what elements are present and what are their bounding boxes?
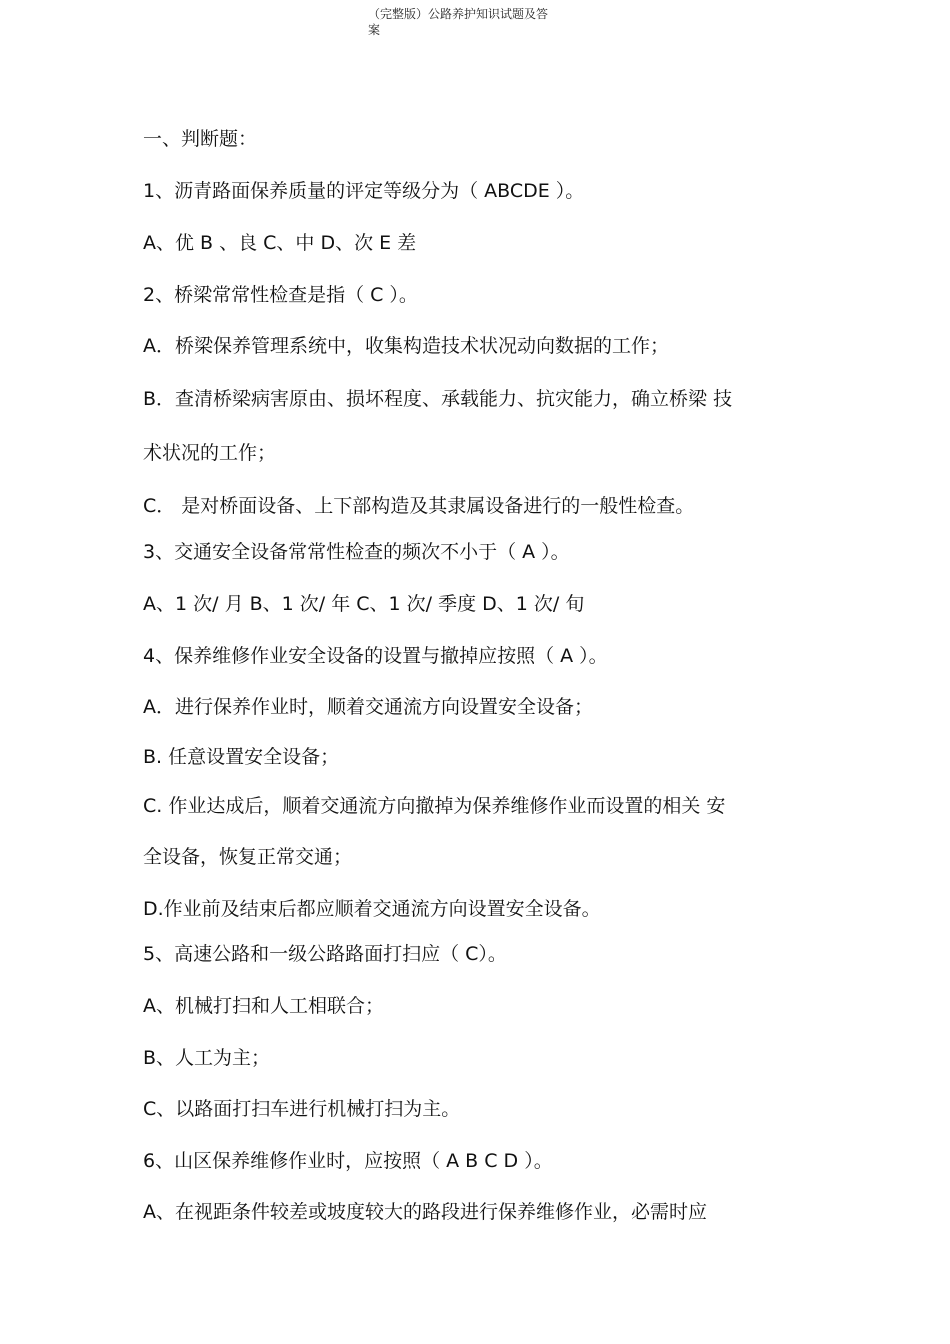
- question-5-option-a: A、机械打扫和人工相联合；: [143, 995, 384, 1017]
- question-3: 3、交通安全设备常常性检查的频次不小于（ A ）。: [143, 541, 570, 563]
- question-4-option-b: B. 任意设置安全设备；: [143, 746, 340, 768]
- question-5: 5、高速公路和一级公路路面打扫应（ C）。: [143, 943, 507, 965]
- question-4-option-a: A．进行保养作业时，顺着交通流方向设置安全设备；: [143, 696, 593, 718]
- question-5-option-c: C、以路面打扫车进行机械打扫为主。: [143, 1098, 461, 1120]
- header-title-line-2: 案: [368, 23, 381, 37]
- question-5-option-b: B、人工为主；: [143, 1047, 271, 1069]
- question-2-option-a: A．桥梁保养管理系统中，收集构造技术状况动向数据的工作；: [143, 335, 669, 357]
- question-6: 6、山区保养维修作业时，应按照（ A B C D ）。: [143, 1150, 553, 1172]
- question-2-option-b: B．查清桥梁病害原由、损坏程度、承载能力、抗灾能力，确立桥梁 技: [143, 388, 733, 410]
- document-header: [368, 6, 598, 38]
- question-2: 2、桥梁常常性检查是指（ C ）。: [143, 284, 418, 306]
- question-1: 1、沥青路面保养质量的评定等级分为（ ABCDE ）。: [143, 180, 585, 202]
- question-4-option-c: C. 作业达成后，顺着交通流方向撤掉为保养维修作业而设置的相关 安: [143, 795, 726, 817]
- question-6-option-a: A、在视距条件较差或坡度较大的路段进行保养维修作业，必需时应: [143, 1201, 707, 1223]
- question-4-option-d: D.作业前及结束后都应顺着交通流方向设置安全设备。: [143, 898, 601, 920]
- question-2-option-b-cont: 术状况的工作；: [143, 442, 277, 464]
- question-2-option-c: C． 是对桥面设备、上下部构造及其隶属设备进行的一般性检查。: [143, 495, 695, 517]
- question-4-option-c-cont: 全设备，恢复正常交通；: [143, 846, 353, 868]
- question-3-options: A、1 次/ 月 B、1 次/ 年 C、1 次/ 季度 D、1 次/ 旬: [143, 593, 585, 615]
- section-heading: 一、判断题：: [143, 128, 258, 150]
- question-1-options: A、优 B 、良 C、中 D、次 E 差: [143, 232, 417, 254]
- question-4: 4、保养维修作业安全设备的设置与撤掉应按照（ A ）。: [143, 645, 608, 667]
- header-title-line-1: （完整版）公路养护知识试题及答: [368, 7, 549, 21]
